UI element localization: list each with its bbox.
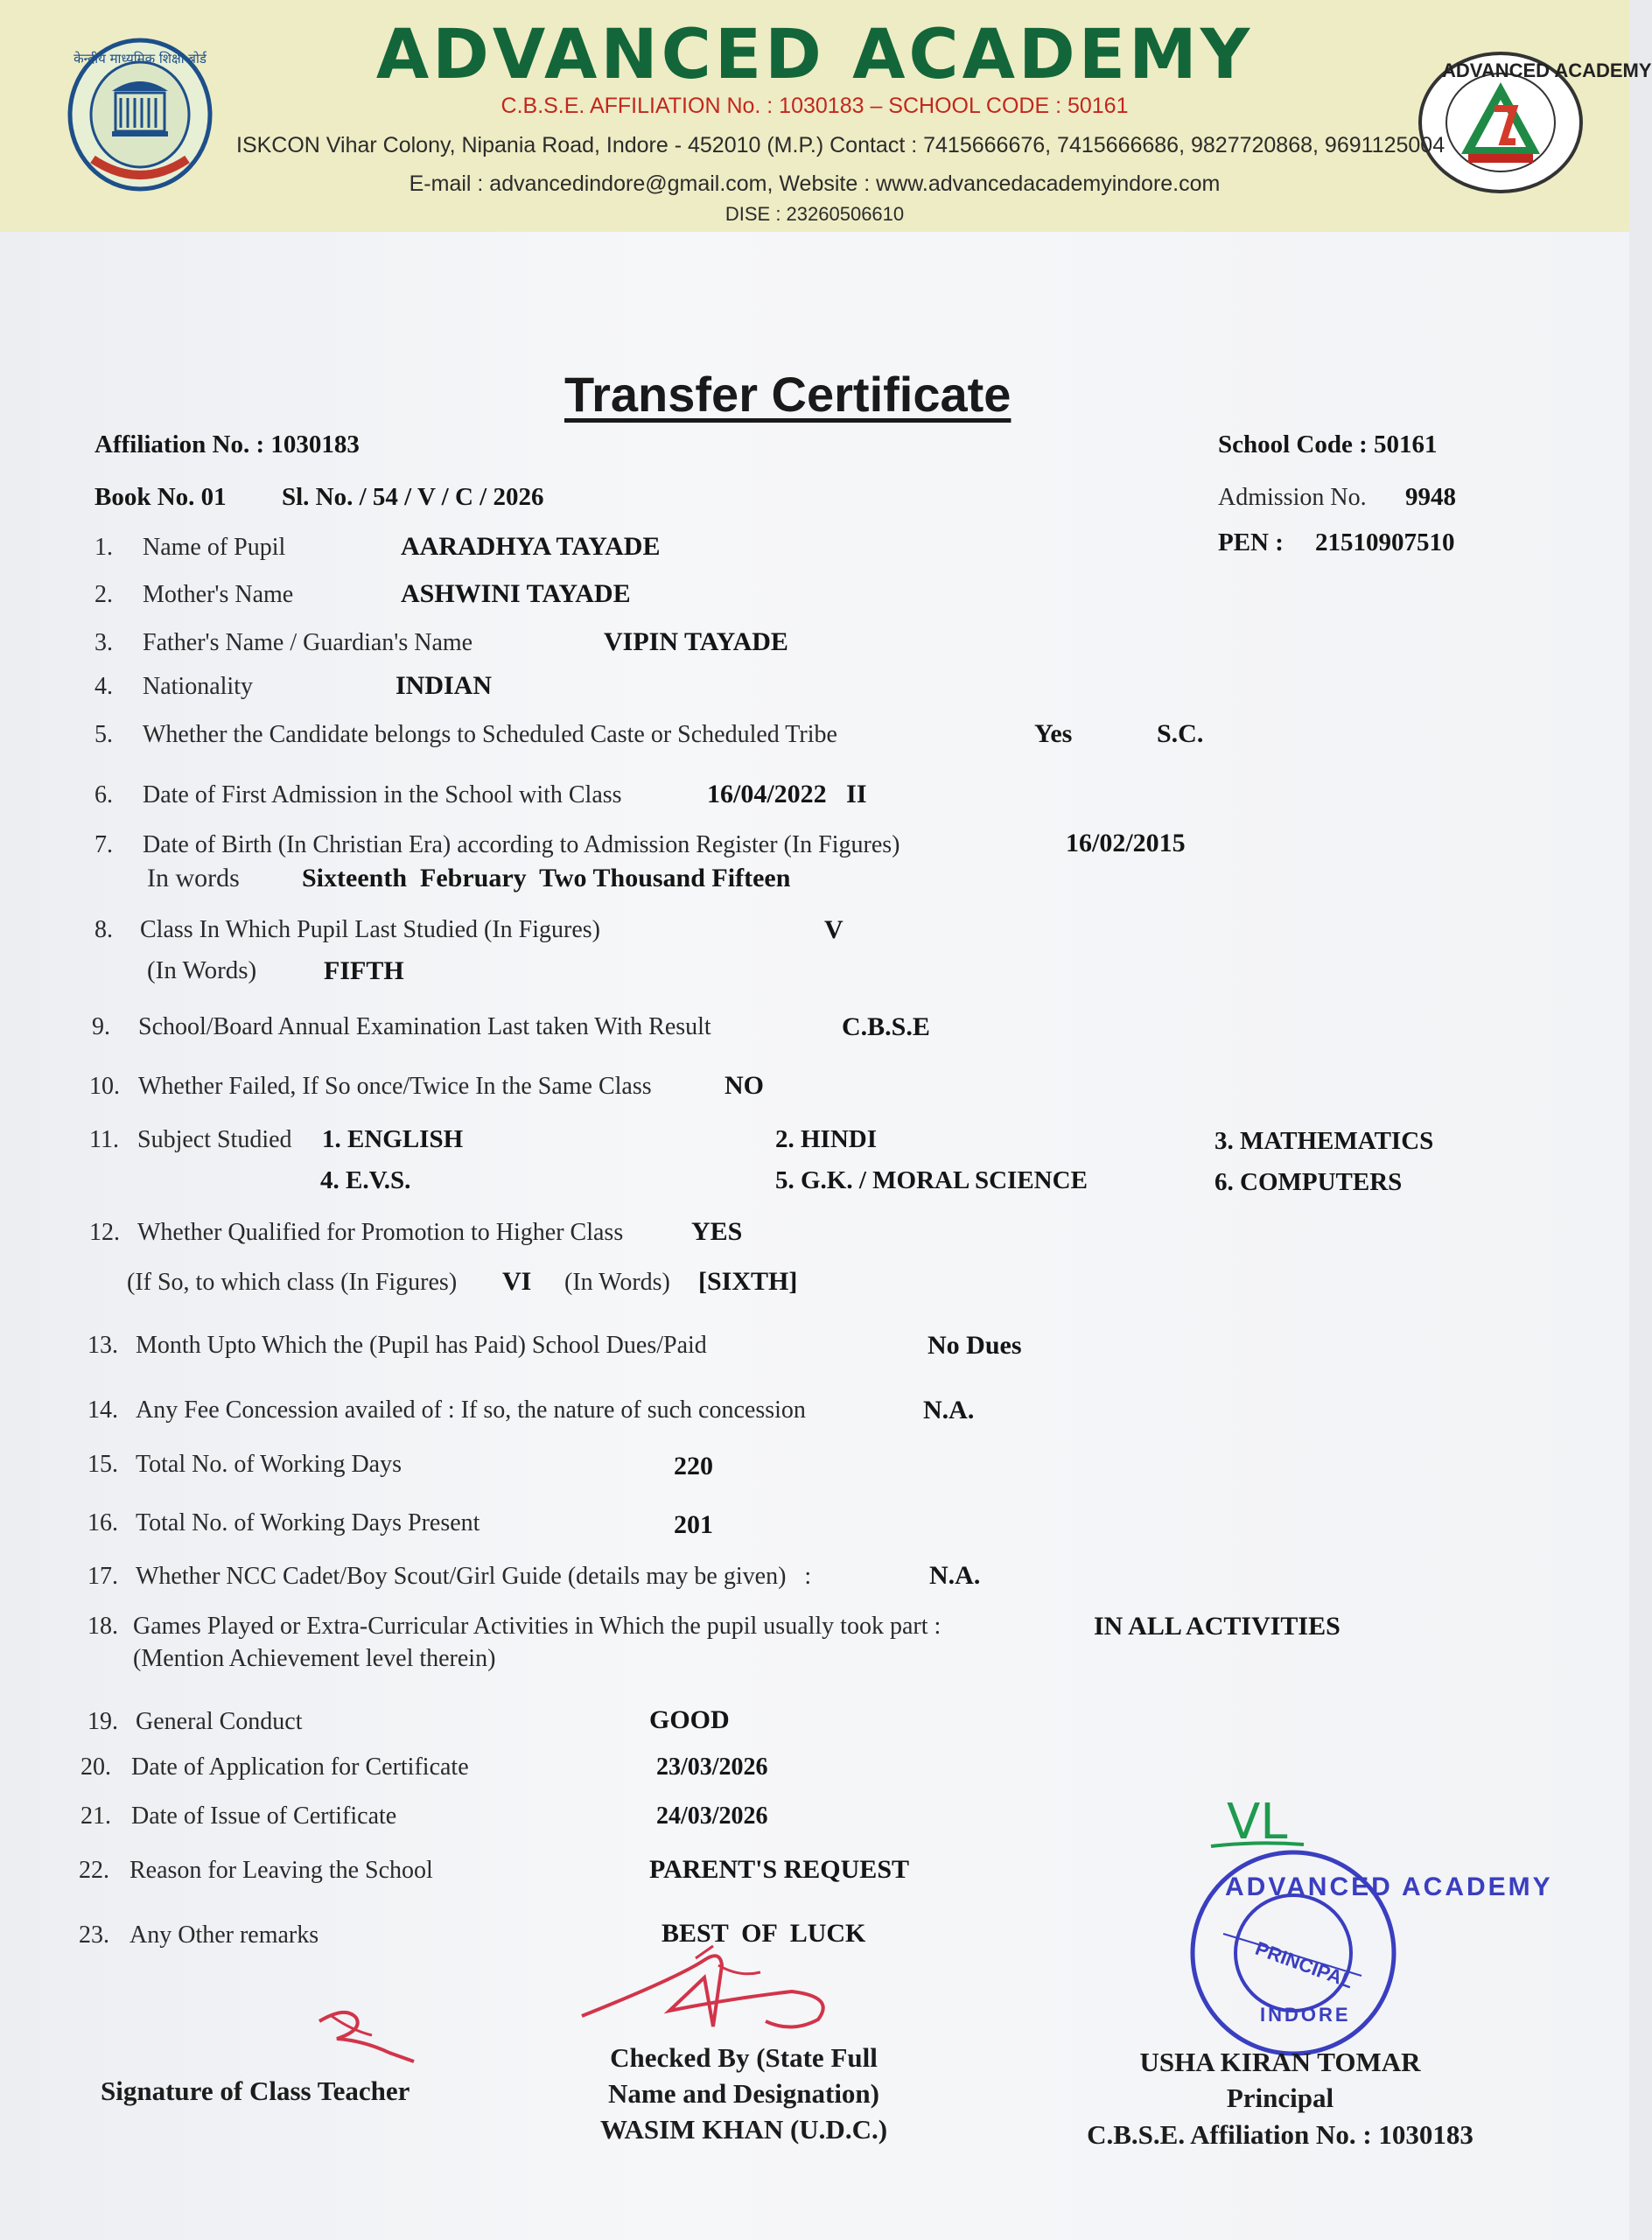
class-teacher-signature-icon [311, 2006, 424, 2067]
item-label: School/Board Annual Examination Last taken With Result [138, 1013, 711, 1040]
class-teacher-signature-label: Signature of Class Teacher [101, 2076, 410, 2106]
item-number: 3. [94, 629, 113, 656]
in-words-label: In words [147, 864, 240, 892]
item-label: Class In Which Pupil Last Studied (In Figures) [140, 916, 600, 943]
other-remarks: BEST OF LUCK [662, 1919, 866, 1948]
mother-name: ASHWINI TAYADE [401, 579, 631, 608]
item-number: 17. [88, 1563, 118, 1590]
item-label-continuation: (Mention Achievement level therein) [133, 1645, 496, 1672]
first-admission-date-class: 16/04/2022 II [707, 780, 867, 808]
item-label: Date of First Admission in the School with Class [143, 781, 622, 808]
checker-name: WASIM KHAN (U.D.C.) [599, 2114, 888, 2145]
item-number: 15. [88, 1451, 118, 1478]
item-number: 22. [79, 1857, 109, 1884]
pen-number: 21510907510 [1315, 528, 1455, 556]
item-number: 5. [94, 721, 113, 748]
subject-item: 4. E.V.S. [320, 1166, 411, 1194]
item-number: 20. [80, 1754, 111, 1781]
item-number: 11. [89, 1126, 119, 1153]
promotion-class-words: [SIXTH] [698, 1267, 798, 1296]
affiliation-school-code-line: C.B.S.E. AFFILIATION No. : 1030183 – SCHOOL CODE : 50161 [500, 94, 1129, 118]
item-number: 23. [79, 1922, 109, 1949]
item-label: Whether Failed, If So once/Twice In the Same Class [138, 1073, 652, 1100]
item-label: Whether Qualified for Promotion to Higher Class [137, 1219, 624, 1246]
item-number: 7. [94, 831, 113, 858]
sc-st-answer: Yes [1034, 719, 1073, 748]
item-number: 4. [94, 673, 113, 700]
failed-answer: NO [724, 1071, 764, 1100]
page-title: Transfer Certificate [564, 367, 1012, 422]
item-number: 18. [88, 1613, 118, 1640]
item-label: Date of Application for Certificate [131, 1754, 469, 1781]
working-days: 220 [674, 1452, 713, 1480]
issue-date: 24/03/2026 [656, 1802, 768, 1830]
item-label: Subject Studied [137, 1126, 292, 1153]
item-label: Total No. of Working Days Present [136, 1509, 480, 1536]
principal-name: USHA KIRAN TOMAR [1139, 2047, 1421, 2077]
leaving-reason: PARENT'S REQUEST [649, 1855, 910, 1884]
item-label: Any Fee Concession availed of : If so, the nature of such concession [136, 1396, 806, 1424]
date-of-birth: 16/02/2015 [1066, 829, 1186, 858]
school-address: ISKCON Vihar Colony, Nipania Road, Indore - 452010 (M.P.) Contact : 7415666676, 7415666686, 9827720868, 9691125004 [236, 133, 1446, 158]
subject-item: 5. G.K. / MORAL SCIENCE [775, 1166, 1088, 1194]
subject-item: 6. COMPUTERS [1214, 1168, 1403, 1196]
item-number: 6. [94, 781, 113, 808]
affiliation-number: Affiliation No. : 1030183 [94, 430, 360, 458]
stamp-ring-text: ADVANCED ACADEMY [1225, 1872, 1553, 1901]
school-name: ADVANCED ACADEMY [375, 16, 1254, 94]
caste-category: S.C. [1157, 719, 1204, 748]
nationality: INDIAN [396, 671, 493, 700]
serial-number: Sl. No. / 54 / V / C / 2026 [282, 483, 544, 511]
item-number: 1. [94, 534, 113, 561]
principal-affiliation: C.B.S.E. Affiliation No. : 1030183 [1087, 2119, 1474, 2150]
date-of-birth-words: Sixteenth February Two Thousand Fifteen [302, 864, 791, 892]
item-label: Whether NCC Cadet/Boy Scout/Girl Guide (details may be given) : [136, 1563, 812, 1590]
item-number: 13. [88, 1332, 118, 1359]
in-words-label: (In Words) [147, 956, 257, 984]
fee-concession: N.A. [923, 1396, 975, 1424]
last-class-words: FIFTH [324, 956, 404, 985]
item-label: Month Upto Which the (Pupil has Paid) School Dues/Paid [136, 1332, 707, 1359]
dise-code: DISE : 23260506610 [724, 203, 905, 225]
item-number: 21. [80, 1802, 111, 1830]
item-label: Whether the Candidate belongs to Scheduled Caste or Scheduled Tribe [143, 721, 837, 748]
checker-signature-icon [573, 1942, 862, 2048]
promotion-class-figures: VI [502, 1267, 532, 1296]
admission-label: Admission No. [1218, 484, 1367, 511]
subject-item: 1. ENGLISH [322, 1125, 464, 1153]
item-label: Date of Issue of Certificate [131, 1802, 397, 1830]
promotion-answer: YES [691, 1217, 743, 1246]
checked-by-line1: Checked By (State Full [610, 2042, 878, 2073]
checked-by-line2: Name and Designation) [607, 2078, 879, 2109]
item-number: 12. [89, 1219, 120, 1246]
item-label: Games Played or Extra-Curricular Activities in Which the pupil usually took part : [133, 1613, 942, 1640]
item-label: Father's Name / Guardian's Name [143, 629, 473, 656]
stamp-bottom-text: INDORE [1260, 2004, 1351, 2026]
dues-paid: No Dues [928, 1331, 1022, 1360]
item-label: Reason for Leaving the School [130, 1857, 433, 1884]
school-code: School Code : 50161 [1218, 430, 1438, 458]
item-label: Any Other remarks [130, 1922, 319, 1949]
application-date: 23/03/2026 [656, 1754, 768, 1781]
subject-item: 3. MATHEMATICS [1214, 1127, 1434, 1155]
item-label: Mother's Name [143, 581, 294, 608]
admission-number: 9948 [1405, 483, 1456, 511]
item-number: 9. [92, 1013, 110, 1040]
item-number: 16. [88, 1509, 118, 1536]
item-number: 19. [88, 1708, 118, 1735]
contact-email-website: E-mail : advancedindore@gmail.com, Website : www.advancedacademyindore.com [409, 172, 1221, 196]
pen-label: PEN : [1218, 528, 1284, 556]
subject-item: 2. HINDI [775, 1125, 878, 1153]
promotion-class-words-label: (In Words) [564, 1269, 670, 1296]
logo-ring-text: ADVANCED ACADEMY [1442, 60, 1652, 81]
days-present: 201 [674, 1510, 713, 1539]
stamp-center-text: PRINCIPAL [1252, 1936, 1356, 1993]
svg-text:केन्द्रीय माध्यमिक शिक्षा बोर्: केन्द्रीय माध्यमिक शिक्षा बोर्ड [74, 51, 206, 66]
item-label: Nationality [143, 673, 253, 700]
item-label: Date of Birth (In Christian Era) according to Admission Register (In Figures) [143, 831, 900, 858]
item-label: General Conduct [136, 1708, 303, 1735]
general-conduct: GOOD [649, 1705, 730, 1734]
exam-result: C.B.S.E [842, 1012, 930, 1041]
item-number: 14. [88, 1396, 118, 1424]
item-number: 2. [94, 581, 113, 608]
promotion-class-figures-label: (If So, to which class (In Figures) [127, 1269, 458, 1296]
activities: IN ALL ACTIVITIES [1094, 1612, 1340, 1641]
item-number: 8. [94, 916, 113, 943]
principal-title: Principal [1226, 2082, 1334, 2113]
pupil-name: AARADHYA TAYADE [401, 532, 661, 561]
item-label: Total No. of Working Days [136, 1451, 402, 1478]
last-class-figures: V [824, 915, 844, 944]
book-number: Book No. 01 [94, 483, 227, 511]
initials: VL [1227, 1794, 1288, 1851]
item-label: Name of Pupil [143, 534, 286, 561]
father-name: VIPIN TAYADE [604, 627, 788, 656]
item-number: 10. [89, 1073, 120, 1100]
ncc-scout: N.A. [929, 1561, 981, 1590]
